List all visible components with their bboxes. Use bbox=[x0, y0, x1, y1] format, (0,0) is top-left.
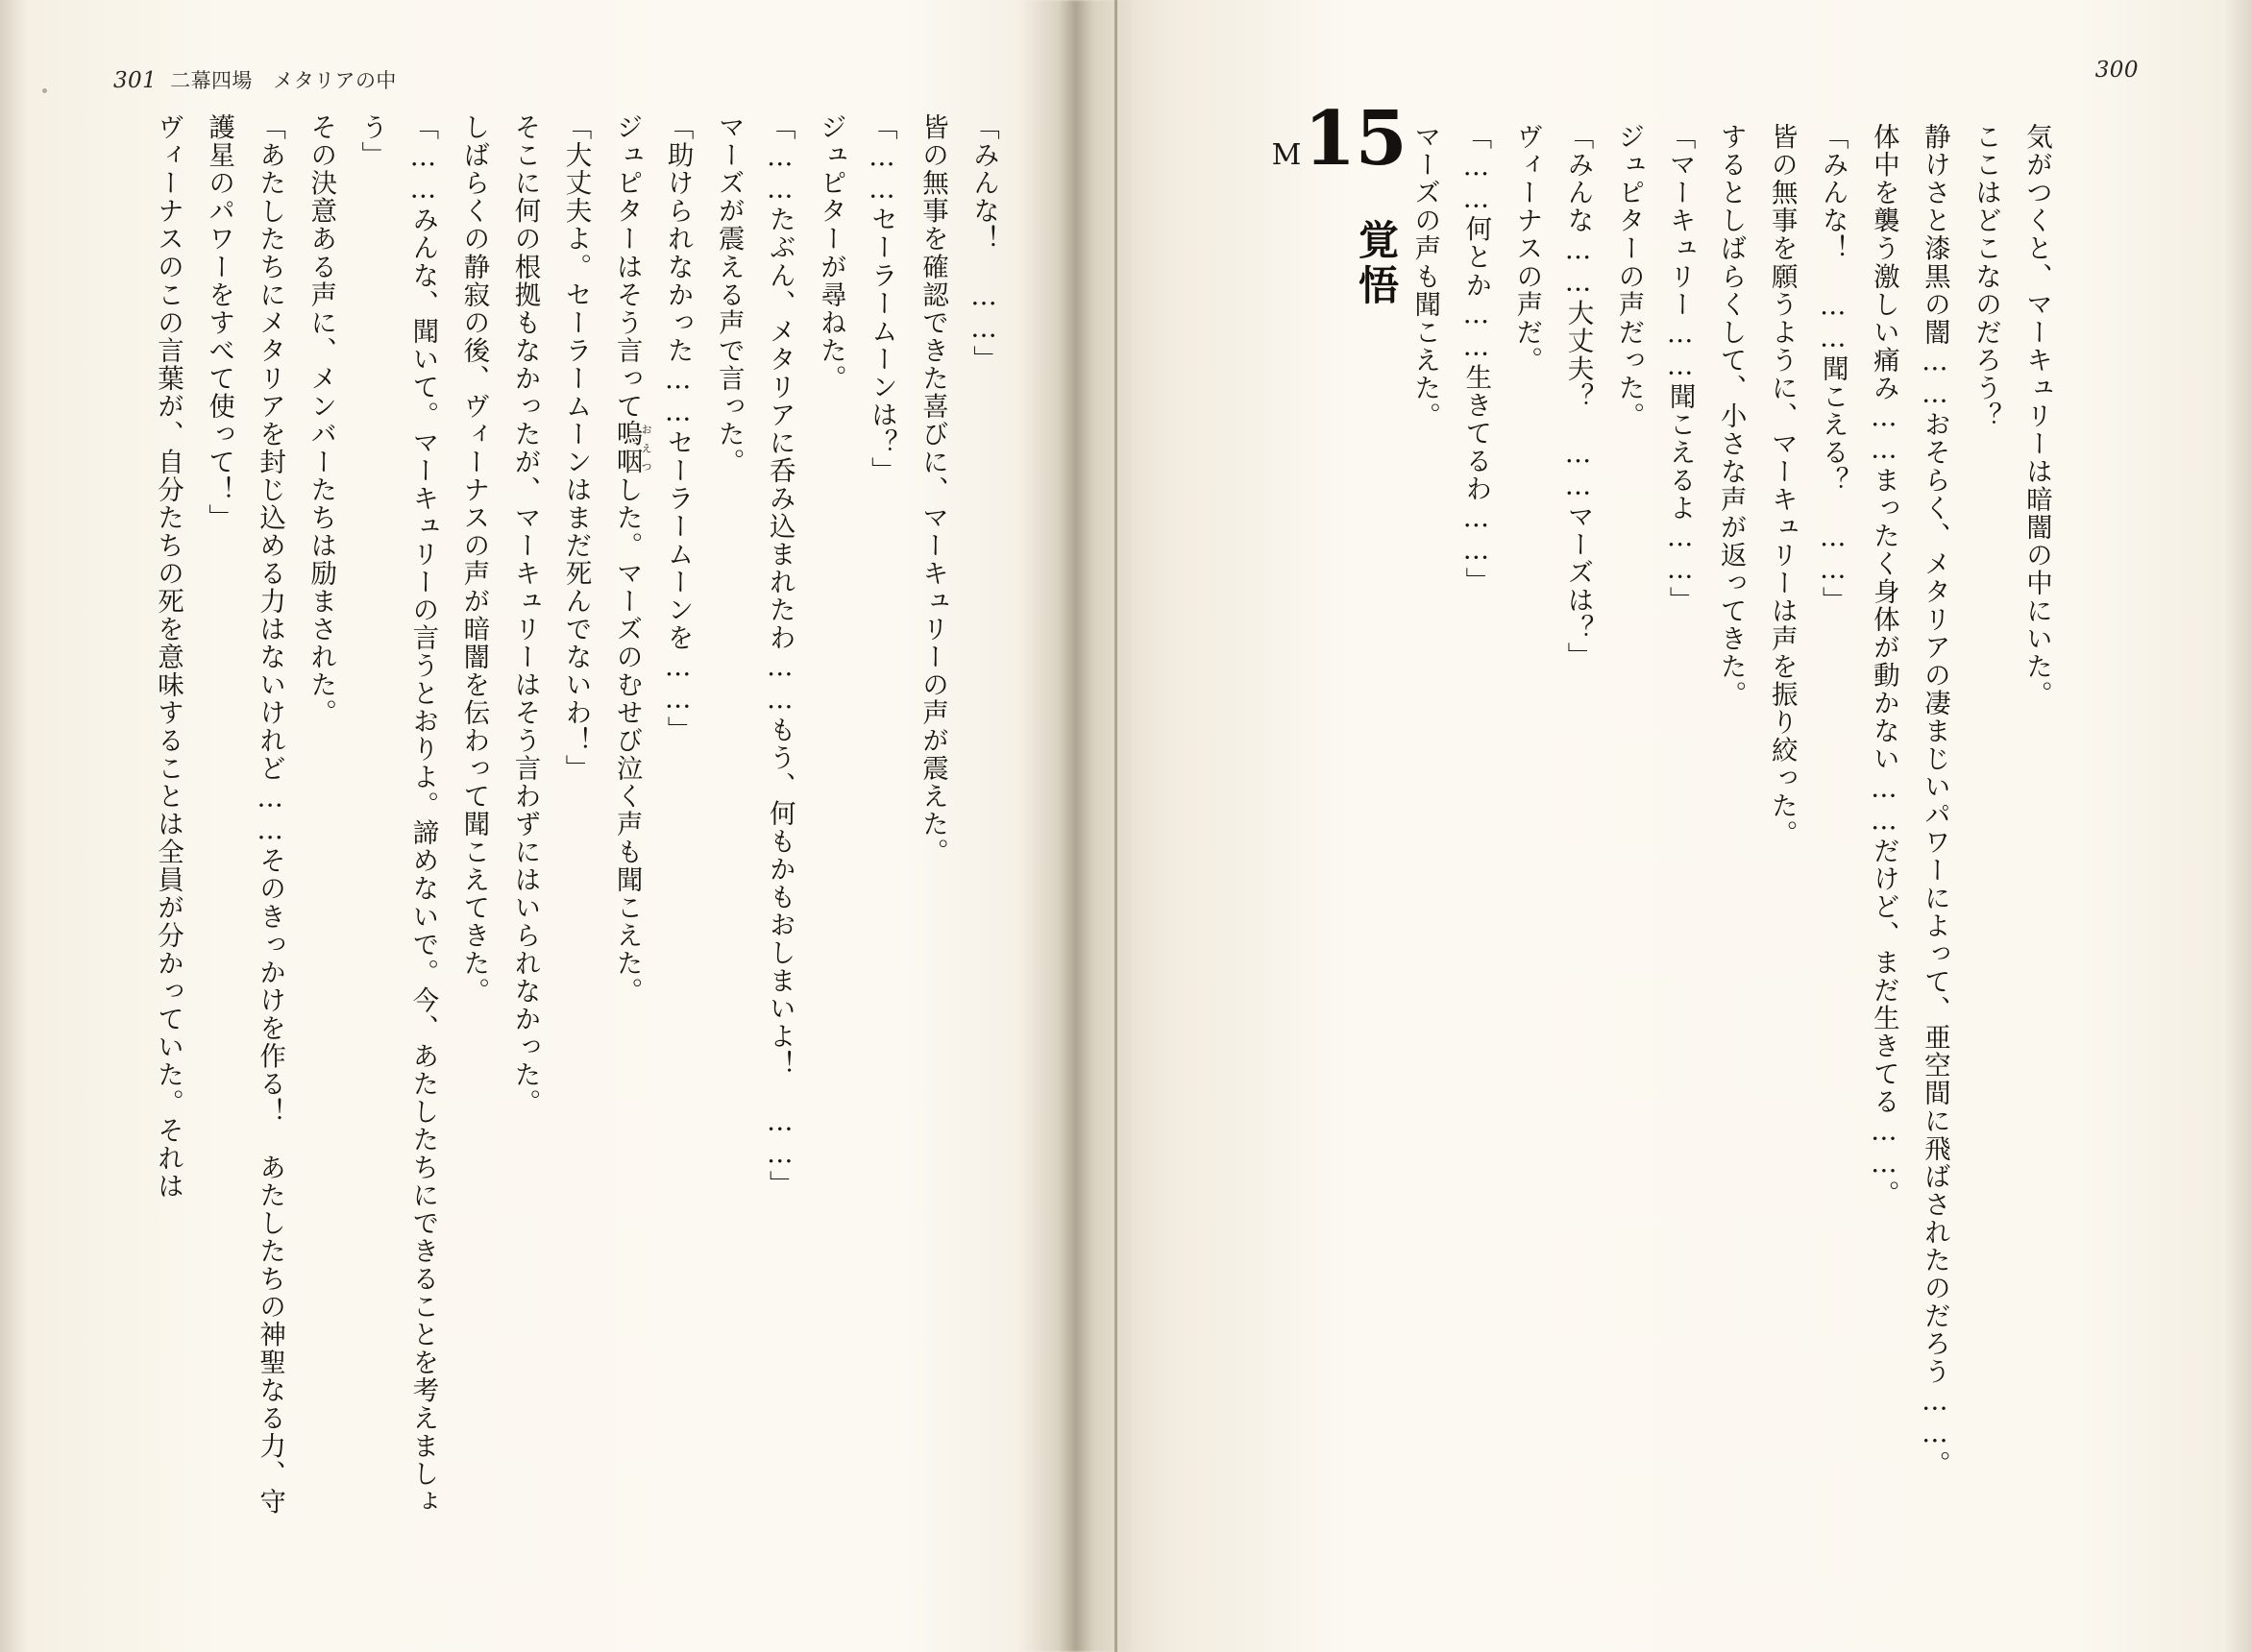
paragraph: 「マーキュリー……聞こえるよ……」 bbox=[1664, 123, 1696, 615]
chapter-title: 覚悟 bbox=[1353, 219, 1400, 310]
paragraph: 「みんな……大丈夫？ ……マーズは？」 bbox=[1562, 123, 1594, 670]
paragraph: 「みんな！ ……聞こえる？ ……」 bbox=[1817, 123, 1848, 615]
paragraph: ヴィーナスの声だ。 bbox=[1511, 123, 1543, 375]
folio-right: 300 bbox=[2094, 58, 2139, 83]
paragraph-with-ruby: ジュピターはそう言って嗚咽おえつした。マーズのむせび泣く声も聞こえた。 bbox=[611, 113, 653, 1006]
chapter-heading bbox=[1262, 95, 1407, 394]
paper-speck bbox=[42, 88, 47, 93]
paragraph: 「……何とか……生きてるわ……」 bbox=[1460, 123, 1492, 595]
paragraph: 皆の無事を確認できた喜びに、マーキュリーの声が震えた。 bbox=[917, 113, 948, 866]
paragraph: 気がつくと、マーキュリーは暗闇の中にいた。 bbox=[2021, 123, 2052, 709]
chapter-prefix: M bbox=[1271, 138, 1302, 172]
body-text-left bbox=[86, 113, 1009, 1516]
paragraph: 「あたしたちにメタリアを封じ込める力はないけれど……そのきっかけを作る！ あたしたちの神聖なる力、守護星のパワーをすべて使って！」 bbox=[204, 113, 286, 1516]
paragraph: マーズが震える声で言った。 bbox=[713, 113, 745, 476]
body-text-right bbox=[1409, 123, 2062, 1487]
paragraph: ヴィーナスのこの言葉が、自分たちの死を意味することは全員が分かっていた。それは bbox=[153, 113, 184, 1201]
paragraph: 「助けられなかった……セーラームーンを……」 bbox=[662, 113, 694, 744]
page-edge-shadow-left bbox=[0, 0, 29, 1652]
page-right bbox=[1126, 0, 2252, 1652]
running-head-text: 二幕四場 メタリアの中 bbox=[170, 69, 397, 92]
paragraph: ジュピターが尋ねた。 bbox=[815, 113, 846, 393]
paragraph: ここはどこなのだろう？ bbox=[1970, 123, 2001, 430]
paragraph: 皆の無事を願うように、マーキュリーは声を振り絞った。 bbox=[1766, 123, 1798, 848]
paragraph: しばらくの静寂の後、ヴィーナスの声が暗闇を伝わって聞こえてきた。 bbox=[458, 113, 490, 1006]
book-spine-line bbox=[1114, 0, 1117, 1652]
paragraph: そこに何の根拠もなかったが、マーキュリーはそう言わずにはいられなかった。 bbox=[509, 113, 541, 1117]
folio-left: 301 bbox=[113, 68, 158, 93]
running-head-left bbox=[113, 65, 397, 94]
chapter-number-group bbox=[1271, 95, 1407, 182]
chapter-number: 15 bbox=[1304, 95, 1407, 182]
paragraph: 静けさと漆黒の闇……おそらく、メタリアの凄まじいパワーによって、亜空間に飛ばされたのだろう……。 bbox=[1919, 123, 1950, 1478]
paragraph: 「……たぶん、メタリアに呑み込まれたわ……もう、何もかもおしまいよ！ ……」 bbox=[764, 113, 796, 1199]
paragraph: 「大丈夫よ。セーラームーンはまだ死んでないわ！」 bbox=[560, 113, 592, 783]
paragraph: 体中を襲う激しい痛み……まったく身体が動かない……だけど、まだ生きてる……。 bbox=[1868, 123, 1899, 1208]
paragraph: 「……みんな、聞いて。マーキュリーの言うとおりよ。諦めないで。今、あたしたちにできることを考えましょう」 bbox=[356, 113, 439, 1516]
paragraph: するとしばらくして、小さな声が返ってきた。 bbox=[1715, 123, 1747, 709]
paragraph: 「……セーラームーンは？」 bbox=[866, 113, 897, 485]
ruby-annotation: 嗚咽おえつ bbox=[611, 420, 653, 476]
page-edge-shadow-right bbox=[2223, 0, 2252, 1652]
paragraph: マーズの声も聞こえた。 bbox=[1409, 123, 1441, 430]
paragraph: 「みんな！ ……」 bbox=[968, 113, 999, 374]
paragraph: ジュピターの声だった。 bbox=[1613, 123, 1645, 430]
paragraph: その決意ある声に、メンバーたちは励まされた。 bbox=[306, 113, 337, 727]
